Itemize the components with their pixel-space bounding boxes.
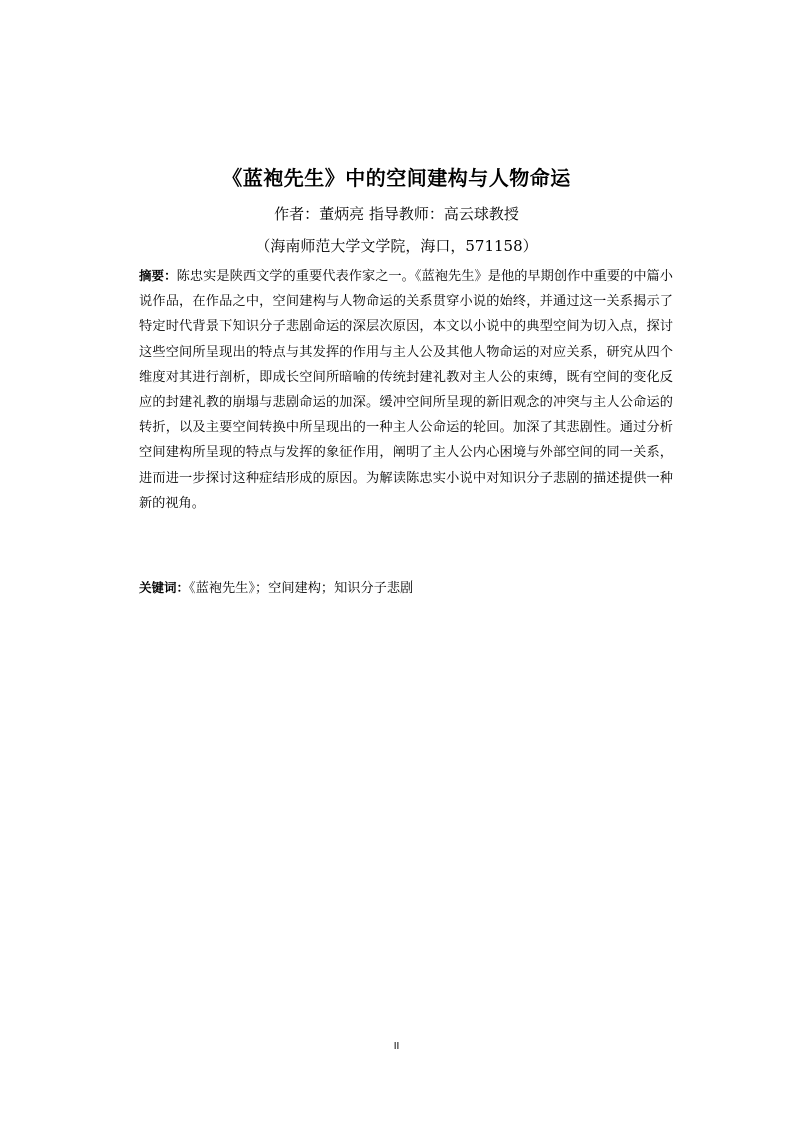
author-line: 作者：董炳亮 指导教师：高云球教授 <box>274 205 519 223</box>
keywords-label: 关键词： <box>139 580 190 595</box>
abstract-text: 陈忠实是陕西文学的重要代表作家之一。《蓝袍先生》是他的早期创作中重要的中篇小说作品，在作品之中，空间建构与人物命运的关系贯穿小说的始终，并通过这一关系揭示了特定时代背景下知识分子悲剧命运的深层次原因，本文以小说中的典型空间为切入点，探讨这些空间所呈现出的特点与其发挥的作用与主人公及其他人物命运的对应关系，研究从四个维度对其进行剖析，即成长空间所暗喻的传统封建礼教对主人公的束缚，既有空间的变化反应的封建礼教的崩塌与悲剧命运的加深。缓冲空间所呈现的新旧观念的冲突与主人公命运的转折，以及主要空间转换中所呈现出的一种主人公命运的轮回。加深了其悲剧性。通过分析空间建构所呈现的特点与发挥的象征作用，阐明了主人公内心困境与外部空间的同一关系，进而进一步探讨这种症结形成的原因。为解读陈忠实小说中对知识分子悲剧的描述提供一种新的视角。 <box>139 269 673 511</box>
keywords-text: 《蓝袍先生》；空间建构；知识分子悲剧 <box>189 581 414 596</box>
abstract-label: 摘要： <box>139 268 177 283</box>
keywords-line <box>139 577 673 600</box>
page-number: II <box>393 1041 400 1052</box>
abstract-paragraph <box>139 263 673 516</box>
document-title: 《蓝袍先生》中的空间建构与人物命运 <box>222 166 571 190</box>
affiliation-line: （海南师范大学文学院，海口，571158） <box>255 237 538 255</box>
